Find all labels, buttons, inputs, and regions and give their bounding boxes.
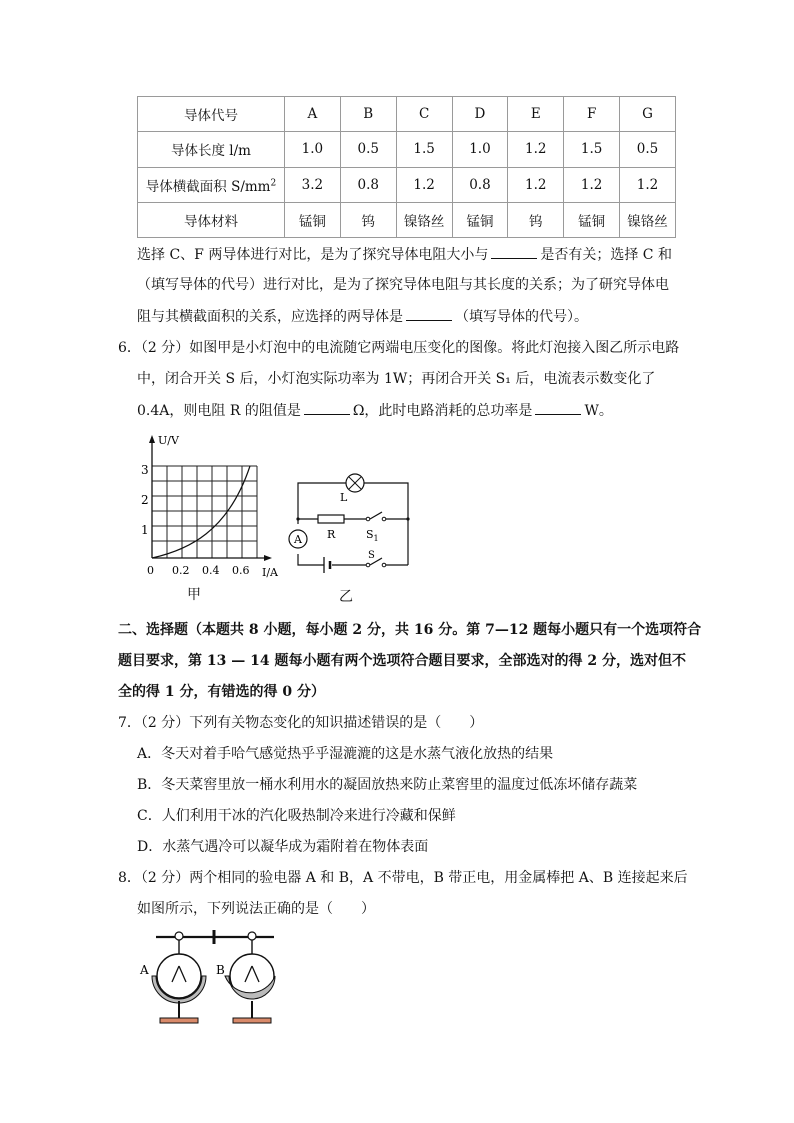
electroscope-b bbox=[225, 932, 275, 1023]
switch1-letter: S bbox=[366, 528, 374, 541]
x-tick: 0.6 bbox=[232, 564, 250, 577]
graph-caption: 甲 bbox=[187, 587, 201, 603]
section-heading-line: 题目要求，第 13 — 14 题每小题有两个选项符合题目要求，全部选对的得 2 分，选对但不 bbox=[118, 653, 686, 669]
y-axis-label: U/V bbox=[158, 434, 179, 447]
table-cell: 1.2 bbox=[564, 167, 620, 202]
electroscope-a-label: A bbox=[140, 963, 149, 977]
answer-blank[interactable] bbox=[304, 400, 350, 415]
table-cell: 锰铜 bbox=[285, 202, 341, 237]
switch-label: S bbox=[368, 550, 375, 561]
table-cell: 导体长度 l/m bbox=[138, 132, 285, 167]
switch-contact bbox=[382, 517, 386, 521]
q6-text: W。 bbox=[584, 403, 613, 419]
wire bbox=[298, 483, 346, 524]
table-cell: 1.2 bbox=[620, 167, 676, 202]
q7-option-a[interactable]: A．冬天对着手哈气感觉热乎乎湿漉漉的这是水蒸气液化放热的结果 bbox=[137, 746, 554, 762]
circuit-caption: 乙 bbox=[339, 589, 353, 605]
table-cell: 导体代号 bbox=[138, 97, 285, 132]
q5-line-1 bbox=[137, 244, 682, 265]
electroscope-b-label: B bbox=[216, 963, 225, 977]
answer-blank[interactable] bbox=[491, 244, 537, 259]
table-cell: 0.8 bbox=[340, 167, 396, 202]
q7-option-d[interactable]: D．水蒸气遇冷可以凝华成为霜附着在物体表面 bbox=[137, 839, 429, 855]
q5-text: 选择 C、F 两导体进行对比，是为了探究导体电阻大小与 bbox=[137, 247, 489, 263]
wire bbox=[298, 554, 324, 565]
switch-contact bbox=[366, 517, 370, 521]
section-heading-line: 二、选择题（本题共 8 小题，每小题 2 分，共 16 分。第 7—12 题每小题只有一个选项符合 bbox=[118, 622, 702, 638]
conductor-table bbox=[137, 96, 676, 238]
resistor bbox=[318, 515, 344, 523]
lamp-label: L bbox=[340, 491, 348, 504]
q6-line-1: 6．（2 分）如图甲是小灯泡中的电流随它两端电压变化的图像。将此灯泡接入图乙所示电路 bbox=[118, 340, 680, 356]
q5-text: （填写导体的代号）。 bbox=[455, 309, 588, 325]
x-tick: 0.4 bbox=[202, 564, 220, 577]
switch1-label bbox=[366, 528, 379, 543]
table-cell: 1.5 bbox=[564, 132, 620, 167]
table-cell: C bbox=[396, 97, 452, 132]
table-cell bbox=[138, 167, 285, 202]
y-axis-arrow-icon bbox=[149, 435, 155, 443]
x-tick: 0.2 bbox=[172, 564, 190, 577]
table-cell: 1.5 bbox=[396, 132, 452, 167]
table-cell: 锰铜 bbox=[564, 202, 620, 237]
table-cell: 1.2 bbox=[396, 167, 452, 202]
electroscope-figure bbox=[136, 926, 276, 1028]
switch-contact bbox=[382, 563, 386, 567]
table-cell: G bbox=[620, 97, 676, 132]
q5-line-3 bbox=[137, 306, 682, 327]
table-cell: 锰铜 bbox=[452, 202, 508, 237]
table-cell: D bbox=[452, 97, 508, 132]
table-cell: 1.0 bbox=[452, 132, 508, 167]
table-cell: 0.5 bbox=[340, 132, 396, 167]
q7-stem: 7．（2 分）下列有关物态变化的知识描述错误的是（ ） bbox=[118, 715, 484, 731]
q5-text: 是否有关；选择 C 和 bbox=[540, 247, 672, 263]
table-cell: 0.8 bbox=[452, 167, 508, 202]
q6-line-3 bbox=[137, 400, 682, 421]
switch-s1 bbox=[370, 512, 382, 519]
electroscope-a bbox=[152, 932, 206, 1023]
table-cell: 1.0 bbox=[285, 132, 341, 167]
answer-blank[interactable] bbox=[406, 306, 452, 321]
graph-grid bbox=[152, 466, 257, 558]
resistor-label: R bbox=[327, 528, 336, 541]
y-tick: 2 bbox=[141, 493, 149, 507]
switch-contact bbox=[366, 563, 370, 567]
y-tick: 3 bbox=[141, 463, 149, 477]
table-cell: 0.5 bbox=[620, 132, 676, 167]
q6-text: 0.4A，则电阻 R 的阻值是 bbox=[137, 403, 301, 419]
q5-text: 阻与其横截面积的关系，应选择的两导体是 bbox=[137, 309, 403, 325]
q8-line-1: 8．（2 分）两个相同的验电器 A 和 B，A 不带电，B 带正电，用金属棒把 A、B 连接起来后 bbox=[118, 870, 688, 886]
junction-dot bbox=[406, 517, 409, 520]
x-axis-arrow-icon bbox=[264, 555, 272, 561]
table-row bbox=[138, 202, 676, 237]
q7-option-c[interactable]: C．人们利用干冰的汽化吸热制冷来进行冷藏和保鲜 bbox=[137, 808, 456, 824]
table-cell: F bbox=[564, 97, 620, 132]
table-cell: 1.2 bbox=[508, 132, 564, 167]
q6-line-2: 中，闭合开关 S 后，小灯泡实际功率为 1W；再闭合开关 S₁ 后，电流表示数变化了 bbox=[137, 371, 656, 387]
q7-option-b[interactable]: B．冬天菜窖里放一桶水利用水的凝固放热来防止菜窖里的温度过低冻坏储存蔬菜 bbox=[137, 777, 638, 793]
table-row bbox=[138, 97, 676, 132]
table-cell: B bbox=[340, 97, 396, 132]
table-cell: 钨 bbox=[508, 202, 564, 237]
table-cell: E bbox=[508, 97, 564, 132]
table-cell: 镍铬丝 bbox=[620, 202, 676, 237]
table-row bbox=[138, 132, 676, 167]
table-cell: 镍铬丝 bbox=[396, 202, 452, 237]
area-label: 导体横截面积 S/mm bbox=[145, 178, 271, 195]
answer-blank[interactable] bbox=[535, 400, 581, 415]
table-row bbox=[138, 167, 676, 202]
q8-line-2: 如图所示，下列说法正确的是（ ） bbox=[137, 901, 375, 917]
ammeter-label: A bbox=[294, 533, 302, 546]
table-cell: 1.2 bbox=[508, 167, 564, 202]
circuit-diagram bbox=[284, 468, 420, 578]
switch1-subscript: 1 bbox=[373, 534, 379, 543]
table-cell: A bbox=[285, 97, 341, 132]
x-axis-label: I/A bbox=[262, 566, 278, 579]
table-cell: 导体材料 bbox=[138, 202, 285, 237]
iu-graph bbox=[138, 432, 288, 584]
area-superscript: 2 bbox=[270, 178, 277, 189]
table-cell: 钨 bbox=[340, 202, 396, 237]
x-tick: 0 bbox=[147, 564, 154, 577]
y-tick: 1 bbox=[141, 523, 149, 537]
section-heading-line: 全的得 1 分，有错选的得 0 分） bbox=[118, 684, 325, 700]
q5-line-2: （填写导体的代号）进行对比，是为了探究导体电阻与其长度的关系；为了研究导体电 bbox=[137, 277, 669, 293]
q6-text: Ω，此时电路消耗的总功率是 bbox=[352, 403, 533, 419]
junction-dot bbox=[296, 517, 299, 520]
table-cell: 3.2 bbox=[285, 167, 341, 202]
